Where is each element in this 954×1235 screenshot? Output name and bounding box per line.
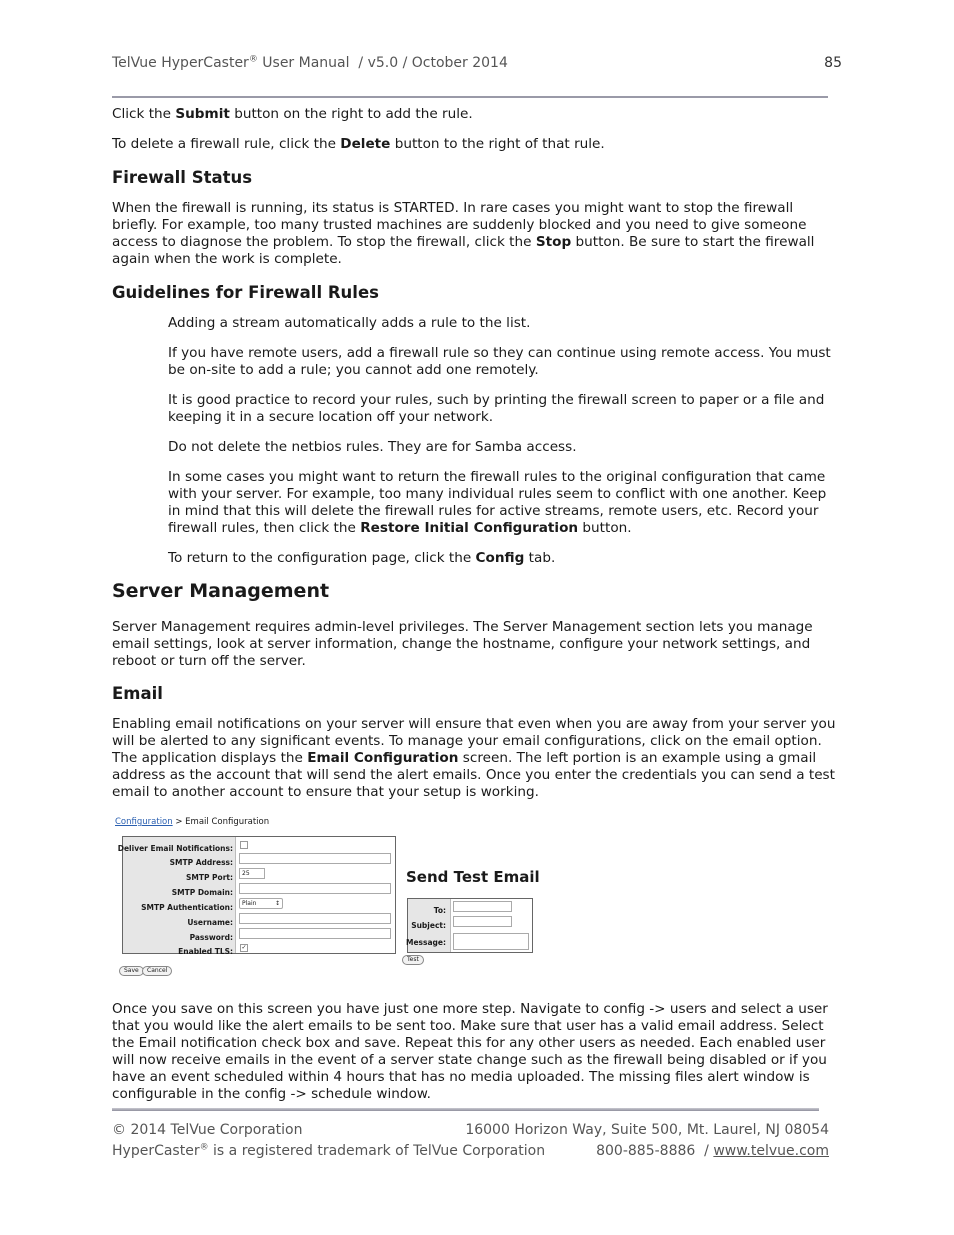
website-link[interactable]: www.telvue.com xyxy=(713,1143,829,1159)
deliver-notifications-checkbox[interactable] xyxy=(240,841,248,849)
smtp-domain-row: SMTP Domain: xyxy=(123,882,395,897)
footer-contact: 800-885-8886 / www.telvue.com xyxy=(596,1143,829,1159)
send-test-email-form: To: Subject: Message: xyxy=(407,898,533,953)
tls-row: Enabled TLS: ✓ xyxy=(178,944,247,956)
password-row: Password: xyxy=(123,927,395,942)
test-button[interactable]: Test xyxy=(402,955,424,965)
guideline-item: Do not delete the netbios rules. They are for Samba access. xyxy=(168,439,577,455)
subject-input[interactable] xyxy=(453,916,512,927)
deliver-notifications-row: Deliver Email Notifications: xyxy=(123,838,395,853)
smtp-address-row: SMTP Address: xyxy=(123,852,395,867)
smtp-auth-row: SMTP Authentication: Plain ↕ xyxy=(123,897,395,912)
to-input[interactable] xyxy=(453,901,512,912)
message-textarea[interactable] xyxy=(453,933,529,950)
footer-line-2 xyxy=(112,1143,829,1159)
guideline-item: If you have remote users, add a firewall rule so they can continue using remote access. You must be on-site to add a rule; you cannot add one remotely. xyxy=(168,345,831,378)
tls-checkbox[interactable]: ✓ xyxy=(241,944,247,951)
cancel-button[interactable]: Cancel xyxy=(142,966,172,976)
footer-divider xyxy=(112,1108,819,1111)
username-row: Username: xyxy=(123,912,395,927)
select-arrows-icon: ↕ xyxy=(274,900,280,907)
paragraph-firewall-status: When the firewall is running, its status is STARTED. In rare cases you might want to stop the firewall briefly. For example, too many trusted machines are suddenly blocked and you need to give someone access to diagnose the problem. To stop the firewall, click the Stop button. Be sure to start the firewall again when the work is complete. xyxy=(112,200,815,267)
paragraph-email: Enabling email notifications on your server will ensure that even when you are away from your server you will be alerted to any significant events. To manage your email configurations, click on the email option. The application displays the Email Configuration screen. The left portion is an example using a gmail address as the account that will send the alert emails. Once you enter the credentials you can send a test email to another account to ensure that your setup is working. xyxy=(112,716,836,800)
guideline-item: Adding a stream automatically adds a rule to the list. xyxy=(168,315,531,331)
header-divider xyxy=(112,96,828,98)
paragraph-email-users: Once you save on this screen you have just one more step. Navigate to config -> users and select a user that you would like the alert emails to be sent too. Make sure that user has a valid email address. Select the Email notification check box and save. Repeat this for any other users as needed. Each enabled user will now receive emails in the event of a server state change such as the firewall being disabled or if you have an event scheduled within 4 hours that has no media uploaded. The missing files alert window is configurable in the config -> schedule window. xyxy=(112,1001,828,1102)
guidelines-list xyxy=(112,315,842,567)
guideline-item: To return to the configuration page, click the Config tab. xyxy=(168,550,556,566)
heading-email: Email xyxy=(112,684,163,703)
paragraph-delete: To delete a firewall rule, click the Delete button to the right of that rule. xyxy=(112,136,605,152)
email-config-form xyxy=(117,836,396,956)
guideline-item: It is good practice to record your rules, such by printing the firewall screen to paper or a file and keeping it in a secure location off your network. xyxy=(168,392,825,425)
footer-trademark: HyperCaster® is a registered trademark of TelVue Corporation xyxy=(112,1142,546,1159)
smtp-domain-input[interactable] xyxy=(239,883,391,894)
paragraph-submit: Click the Submit button on the right to add the rule. xyxy=(112,106,473,122)
send-test-email-title: Send Test Email xyxy=(406,868,540,886)
breadcrumb: Configuration > Email Configuration xyxy=(115,817,270,827)
page-body xyxy=(112,106,842,1116)
username-input[interactable] xyxy=(239,913,391,924)
heading-firewall-status: Firewall Status xyxy=(112,168,253,187)
smtp-auth-select[interactable]: Plain ↕ xyxy=(239,898,283,909)
email-configuration-screenshot xyxy=(112,814,842,986)
save-button[interactable]: Save xyxy=(119,966,144,976)
footer-address: 16000 Horizon Way, Suite 500, Mt. Laurel, NJ 08054 xyxy=(465,1122,829,1138)
smtp-port-row: SMTP Port: 25 xyxy=(123,867,395,882)
guideline-item: In some cases you might want to return the firewall rules to the original configuration that came with your server. For example, too many individual rules seem to conflict with one another. Keep in mind that this will delete the firewall rules for active streams, remote users, etc. Record your firewall rules, then click the Restore Initial Configuration button. xyxy=(168,469,827,536)
breadcrumb-configuration-link[interactable]: Configuration xyxy=(115,817,173,827)
footer-copyright: © 2014 TelVue Corporation xyxy=(112,1122,303,1138)
page-header xyxy=(112,55,842,75)
paragraph-server-management: Server Management requires admin-level privileges. The Server Management section lets you manage email settings, look at server information, change the hostname, configure your network settings, and reboot or turn off the server. xyxy=(112,619,813,669)
password-input[interactable] xyxy=(239,928,391,939)
smtp-port-input[interactable]: 25 xyxy=(239,868,265,879)
header-title: TelVue HyperCaster® User Manual / v5.0 / October 2014 xyxy=(112,54,508,71)
heading-server-management: Server Management xyxy=(112,580,330,602)
page-number: 85 xyxy=(824,55,842,71)
heading-guidelines: Guidelines for Firewall Rules xyxy=(112,283,379,302)
footer-line-1 xyxy=(112,1122,829,1138)
smtp-address-input[interactable] xyxy=(239,853,391,864)
